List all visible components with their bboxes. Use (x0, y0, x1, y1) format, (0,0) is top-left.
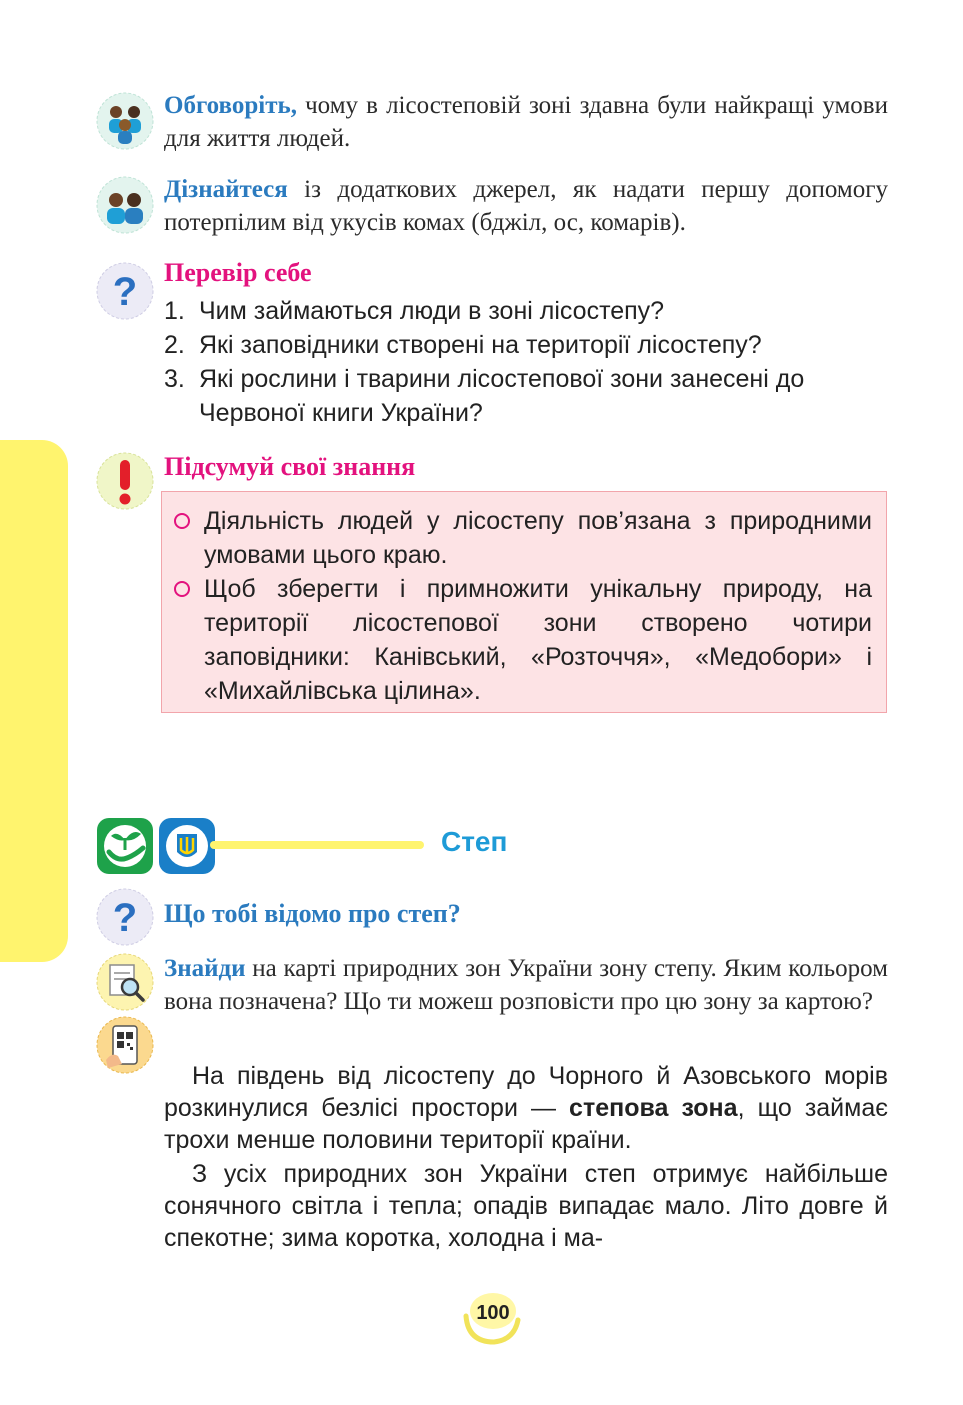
find-out-people-icon (96, 176, 154, 234)
summary-box (161, 491, 887, 713)
find-out-keyword: Дізнайтеся (164, 176, 288, 203)
question-mark-icon (96, 888, 154, 946)
question-item (164, 328, 888, 362)
circle-bullet-icon (174, 513, 190, 529)
trident-emblem-icon (159, 818, 215, 874)
question-text: Які заповідники створені на території лісостепу? (199, 331, 762, 359)
question-number: 3. (164, 365, 185, 393)
exclamation-icon (96, 452, 154, 510)
circle-bullet-icon (174, 581, 190, 597)
section-title: Степ (441, 826, 508, 857)
page-number: 100 (476, 1302, 510, 1324)
question-number: 1. (164, 297, 185, 325)
body-paragraph-2: З усіх природних зон України степ отримує найбільше сонячного світла і тепла; опадів випадає мало. Літо довге й спекотне; зима коротка, холодна і ма- (164, 1160, 888, 1252)
qr-phone-icon (96, 1016, 154, 1074)
find-out-body: із додаткових джерел, як надати першу допомогу потерпілим від укусів комах (бджіл, ос, комарів). (164, 176, 888, 236)
question-item (164, 362, 888, 430)
body-paragraph-1 (164, 1060, 888, 1156)
question-mark-icon (96, 262, 154, 320)
find-body: на карті природних зон України зону степу. Яким кольором вона позначена? Що ти можеш розповісти про цю зону за картою? (164, 955, 888, 1015)
body-p1-start: На південь від лісостепу до Чорного й Азовського морів розкинулися безлісі простори — (164, 1062, 888, 1122)
discuss-keyword: Обговоріть, (164, 92, 297, 119)
svg-text:?: ? (112, 896, 138, 940)
summary-heading: Підсумуй свої знання (164, 452, 416, 481)
summary-list (162, 492, 886, 708)
question-number: 2. (164, 331, 185, 359)
body-p1-term: степова зона (569, 1094, 738, 1122)
plant-hands-icon (97, 818, 153, 874)
summary-item-text: Діяльність людей у лісостепу пов’язана з природними умовами цього краю. (204, 507, 872, 569)
find-out-text (164, 173, 888, 239)
find-keyword: Знайди (164, 955, 246, 982)
svg-text:?: ? (112, 270, 138, 314)
summary-item (172, 504, 872, 572)
side-tab (0, 440, 68, 962)
check-questions-list (164, 294, 888, 430)
body-text (164, 1060, 888, 1254)
what-known-heading: Що тобі відомо про степ? (164, 899, 461, 928)
discuss-body: чому в лісостеповій зоні здавна були найкращі умови для життя людей. (164, 92, 888, 152)
magnifier-map-icon (96, 953, 154, 1011)
discuss-people-icon (96, 92, 154, 150)
question-text: Які рослини і тварини лісостепової зони занесені до Червоної книги України? (199, 365, 805, 427)
question-item (164, 294, 888, 328)
check-yourself (164, 258, 888, 430)
find-text (164, 952, 888, 1018)
summary-item-text: Щоб зберегти і примножити унікальну природу, на території лісостепової зони створено чотири заповідники: Канівський, «Розточчя», «Медобори» і «Михайлівська цілина». (204, 575, 872, 705)
question-text: Чим займаються люди в зоні лісостепу? (199, 297, 665, 325)
section-divider-line (210, 841, 424, 849)
summary-item (172, 572, 872, 708)
discuss-text (164, 89, 888, 155)
body-p1-end: , що займає трохи менше половини території країни. (164, 1094, 888, 1154)
check-yourself-heading: Перевір себе (164, 258, 312, 287)
